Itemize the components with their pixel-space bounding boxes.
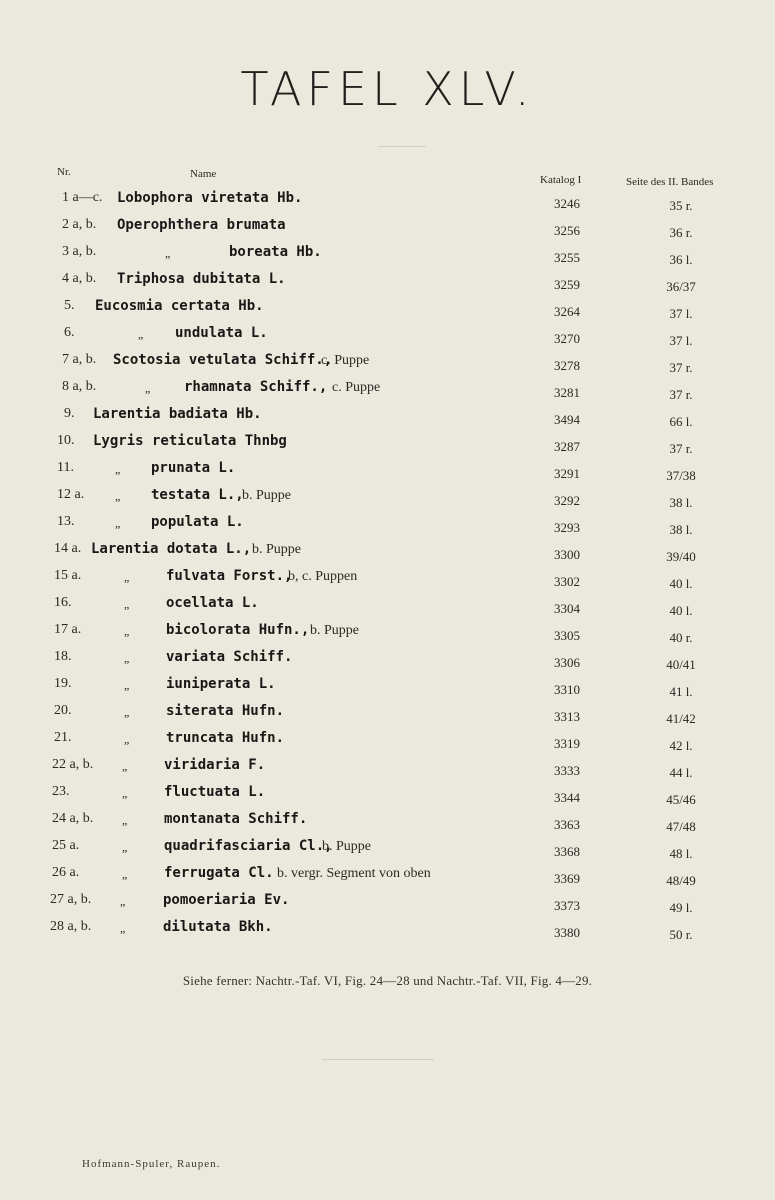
katalog-number: 3494 <box>554 412 580 427</box>
row-number: 19. <box>54 676 72 691</box>
katalog-number: 3313 <box>554 709 580 724</box>
table-row <box>0 352 775 376</box>
species-name: Lobophora viretata Hb. <box>117 190 303 206</box>
species-name: variata Schiff. <box>166 649 293 665</box>
row-number: 7 a, b. <box>62 352 97 367</box>
species-note: c. Puppe <box>332 380 381 395</box>
species-note: b. Puppe <box>310 623 359 638</box>
table-row <box>0 217 775 241</box>
table-row <box>0 676 775 700</box>
row-number: 2 a, b. <box>62 217 97 232</box>
katalog-number: 3300 <box>554 547 580 562</box>
page-reference: 36 r. <box>669 225 693 240</box>
row-number: 8 a, b. <box>62 379 97 394</box>
ditto-mark: „ <box>122 867 128 881</box>
table-row <box>0 433 775 457</box>
page-reference: 40 l. <box>669 576 693 591</box>
page-reference: 44 l. <box>669 765 693 780</box>
row-number: 14 a. <box>54 541 82 556</box>
ditto-mark: „ <box>120 894 126 908</box>
katalog-number: 3380 <box>554 925 580 940</box>
table-row <box>0 406 775 430</box>
page-reference: 42 l. <box>669 738 693 753</box>
species-name: pomoeriaria Ev. <box>163 892 290 908</box>
table-row <box>0 622 775 646</box>
katalog-number: 3319 <box>554 736 580 751</box>
row-number: 12 a. <box>57 487 85 502</box>
species-note: b. vergr. Segment von oben <box>277 866 431 881</box>
table-row <box>0 460 775 484</box>
row-number: 15 a. <box>54 568 82 583</box>
species-name: boreata Hb. <box>229 244 322 260</box>
page-reference: 39/40 <box>666 549 696 564</box>
table-row <box>0 541 775 565</box>
species-note: b. Puppe <box>322 839 371 854</box>
species-note: c. Puppe <box>321 353 370 368</box>
row-number: 21. <box>54 730 72 745</box>
page-reference: 35 r. <box>669 198 693 213</box>
katalog-number: 3310 <box>554 682 580 697</box>
ditto-mark: „ <box>124 651 130 665</box>
page-reference: 48 l. <box>669 846 693 861</box>
table-row <box>0 649 775 673</box>
table-row <box>0 595 775 619</box>
katalog-number: 3373 <box>554 898 580 913</box>
species-name: populata L. <box>151 514 244 530</box>
katalog-number: 3256 <box>554 223 580 238</box>
row-number: 3 a, b. <box>62 244 97 259</box>
species-name: ocellata L. <box>166 595 259 611</box>
species-name: rhamnata Schiff., <box>184 379 328 395</box>
katalog-number: 3304 <box>554 601 580 616</box>
table-row <box>0 190 775 214</box>
katalog-number: 3344 <box>554 790 580 805</box>
row-number: 22 a, b. <box>52 757 94 772</box>
ditto-mark: „ <box>122 759 128 773</box>
ditto-mark: „ <box>115 489 121 503</box>
katalog-number: 3369 <box>554 871 580 886</box>
species-name: Larentia dotata L., <box>91 541 252 557</box>
katalog-number: 3287 <box>554 439 580 454</box>
page-reference: 37/38 <box>666 468 696 483</box>
katalog-number: 3281 <box>554 385 580 400</box>
table-row <box>0 703 775 727</box>
species-name: iuniperata L. <box>166 676 276 692</box>
row-number: 27 a, b. <box>50 892 92 907</box>
page-reference: 40 l. <box>669 603 693 618</box>
ditto-mark: „ <box>124 597 130 611</box>
table-row <box>0 298 775 322</box>
katalog-number: 3278 <box>554 358 580 373</box>
katalog-number: 3333 <box>554 763 580 778</box>
species-name: fluctuata L. <box>164 784 266 800</box>
page-reference: 50 r. <box>669 927 693 942</box>
katalog-number: 3264 <box>554 304 580 319</box>
table-row <box>0 487 775 511</box>
table-row <box>0 757 775 781</box>
katalog-number: 3293 <box>554 520 580 535</box>
table-row <box>0 271 775 295</box>
row-number: 13. <box>57 514 75 529</box>
katalog-number: 3302 <box>554 574 580 589</box>
table-row <box>0 811 775 835</box>
page-reference: 47/48 <box>666 819 696 834</box>
species-name: undulata L. <box>175 325 268 341</box>
column-header-name: Name <box>190 168 217 180</box>
species-name: testata L., <box>151 487 244 503</box>
row-number: 11. <box>57 460 74 475</box>
species-name: Operophthera brumata <box>117 217 286 233</box>
ditto-mark: „ <box>124 624 130 638</box>
table-row <box>0 568 775 592</box>
species-name: bicolorata Hufn., <box>166 622 310 638</box>
table-row <box>0 730 775 754</box>
katalog-number: 3259 <box>554 277 580 292</box>
species-name: viridaria F. <box>164 757 266 773</box>
table-row <box>0 379 775 403</box>
species-name: montanata Schiff. <box>164 811 308 827</box>
page-reference: 37 l. <box>669 306 693 321</box>
species-name: Larentia badiata Hb. <box>93 406 262 422</box>
species-note: b, c. Puppen <box>288 569 358 584</box>
table-row <box>0 514 775 538</box>
ditto-mark: „ <box>165 246 171 260</box>
species-name: ferrugata Cl. <box>164 865 274 881</box>
katalog-number: 3306 <box>554 655 580 670</box>
species-name: quadrifasciaria Cl., <box>164 838 333 854</box>
row-number: 16. <box>54 595 72 610</box>
species-name: Triphosa dubitata L. <box>117 271 286 287</box>
row-number: 10. <box>57 433 75 448</box>
row-number: 24 a, b. <box>52 811 94 826</box>
row-number: 17 a. <box>54 622 82 637</box>
species-name: dilutata Bkh. <box>163 919 273 935</box>
species-name: Scotosia vetulata Schiff., <box>113 352 333 368</box>
row-number: 9. <box>64 406 75 421</box>
species-note: b. Puppe <box>252 542 301 557</box>
footnote: Siehe ferner: Nachtr.-Taf. VI, Fig. 24—28 und Nachtr.-Taf. VII, Fig. 4—29. <box>182 973 593 988</box>
page-reference: 36 l. <box>669 252 693 267</box>
ditto-mark: „ <box>122 786 128 800</box>
page-reference: 38 l. <box>669 495 693 510</box>
table-row <box>0 244 775 268</box>
row-number: 28 a, b. <box>50 919 92 934</box>
species-name: Lygris reticulata Thnbg <box>93 433 287 449</box>
page-reference: 37 r. <box>669 441 693 456</box>
row-number: 20. <box>54 703 72 718</box>
ditto-mark: „ <box>120 921 126 935</box>
page-reference: 38 l. <box>669 522 693 537</box>
row-number: 18. <box>54 649 72 664</box>
page-reference: 66 l. <box>669 414 693 429</box>
species-name: prunata L. <box>151 460 236 476</box>
species-name: fulvata Forst., <box>166 568 293 584</box>
table-row <box>0 892 775 916</box>
bottom-divider <box>322 1059 434 1060</box>
page-reference: 48/49 <box>666 873 696 888</box>
ditto-mark: „ <box>138 327 144 341</box>
page-reference: 37 r. <box>669 387 693 402</box>
page-reference: 40 r. <box>669 630 693 645</box>
publisher-imprint: Hofmann-Spuler, Raupen. <box>82 1158 221 1170</box>
ditto-mark: „ <box>124 570 130 584</box>
katalog-number: 3246 <box>554 196 580 211</box>
page-reference: 49 l. <box>669 900 693 915</box>
table-row <box>0 325 775 349</box>
row-number: 25 a. <box>52 838 80 853</box>
row-number: 5. <box>64 298 75 313</box>
table-row <box>0 865 775 889</box>
katalog-number: 3291 <box>554 466 580 481</box>
column-header-katalog: Katalog I <box>540 174 582 186</box>
page-reference: 45/46 <box>666 792 696 807</box>
row-number: 23. <box>52 784 70 799</box>
katalog-number: 3255 <box>554 250 580 265</box>
katalog-number: 3270 <box>554 331 580 346</box>
ditto-mark: „ <box>124 678 130 692</box>
species-name: siterata Hufn. <box>166 703 285 719</box>
row-number: 6. <box>64 325 75 340</box>
page-reference: 40/41 <box>666 657 696 672</box>
table-row <box>0 838 775 862</box>
page-reference: 41/42 <box>666 711 696 726</box>
page-title: TAFEL XLV. <box>240 62 535 116</box>
katalog-number: 3363 <box>554 817 580 832</box>
row-number: 26 a. <box>52 865 80 880</box>
table-row <box>0 919 775 943</box>
species-name: Eucosmia certata Hb. <box>95 298 264 314</box>
table-row <box>0 784 775 808</box>
page-reference: 41 l. <box>669 684 693 699</box>
column-header-seite: Seite des II. Bandes <box>626 176 714 188</box>
column-header-nr: Nr. <box>57 166 71 178</box>
ditto-mark: „ <box>122 813 128 827</box>
ditto-mark: „ <box>124 705 130 719</box>
katalog-number: 3305 <box>554 628 580 643</box>
page-reference: 37 l. <box>669 333 693 348</box>
katalog-number: 3368 <box>554 844 580 859</box>
row-number: 1 a—c. <box>62 190 103 205</box>
ditto-mark: „ <box>115 516 121 530</box>
ditto-mark: „ <box>115 462 121 476</box>
ditto-mark: „ <box>122 840 128 854</box>
page-reference: 36/37 <box>666 279 696 294</box>
species-note: b. Puppe <box>242 488 291 503</box>
page-reference: 37 r. <box>669 360 693 375</box>
ditto-mark: „ <box>124 732 130 746</box>
species-name: truncata Hufn. <box>166 730 285 746</box>
katalog-number: 3292 <box>554 493 580 508</box>
row-number: 4 a, b. <box>62 271 97 286</box>
ditto-mark: „ <box>145 381 151 395</box>
